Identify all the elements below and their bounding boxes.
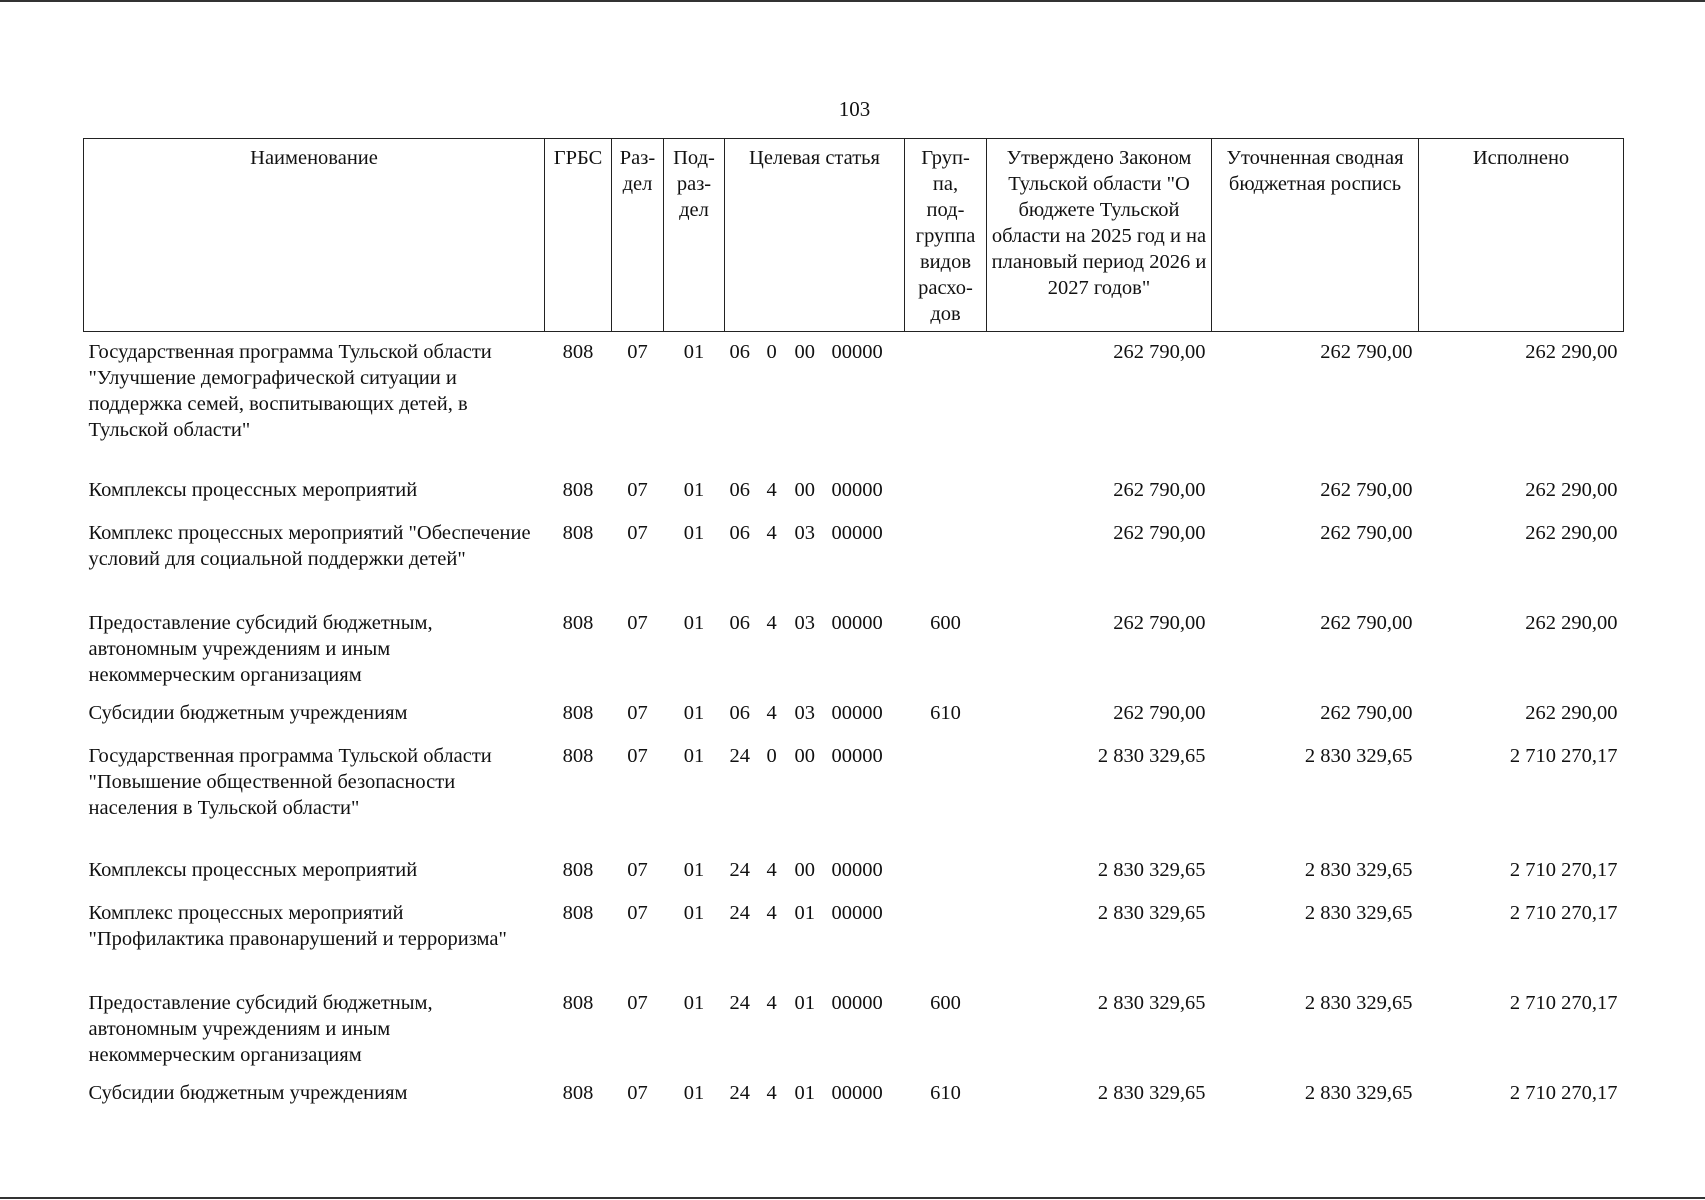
table-row: [84, 1080, 1624, 1123]
header-podrazdel: [664, 139, 725, 332]
cs-direction: 00000: [831, 702, 883, 724]
row-utochnennaya: 262 790,00: [1320, 522, 1413, 544]
row-celevaya-statya: [725, 477, 905, 520]
cs-type: 4: [766, 992, 777, 1014]
budget-table-container: [83, 138, 1623, 1123]
row-utochnennaya: 2 830 329,65: [1304, 992, 1413, 1014]
header-utochnennaya: Уточненная сводная бюджетная роспись: [1212, 139, 1419, 332]
row-podrazdel: 01: [683, 745, 705, 767]
header-razdel: [612, 139, 664, 332]
cs-type: 4: [766, 612, 777, 634]
row-podrazdel: 01: [683, 612, 705, 634]
row-grbs: 808: [562, 1082, 594, 1104]
row-utverzhdeno: 2 830 329,65: [1097, 1082, 1206, 1104]
table-row: [84, 520, 1624, 610]
cs-type: 4: [766, 522, 777, 544]
row-name: Субсидии бюджетным учреждениям: [88, 1082, 408, 1104]
cs-type: 0: [766, 341, 777, 363]
table-row: [84, 900, 1624, 990]
row-vid-rashodov: [905, 900, 987, 990]
header-vid-text: Груп- па, под- группа видов расхо- дов: [915, 147, 976, 325]
table-row: [84, 332, 1624, 478]
cs-element: 03: [794, 522, 815, 544]
row-name: Комплексы процессных мероприятий: [88, 479, 418, 501]
row-utochnennaya: 262 790,00: [1320, 341, 1413, 363]
row-ispolneno: 2 710 270,17: [1509, 745, 1618, 767]
row-grbs: 808: [562, 745, 594, 767]
table-row: [84, 743, 1624, 857]
cs-direction: 00000: [831, 859, 883, 881]
cs-type: 4: [766, 902, 777, 924]
row-name: Комплекс процессных мероприятий "Обеспечение условий для социальной поддержки детей": [88, 522, 531, 570]
row-vid-rashodov: 600: [930, 992, 961, 1014]
row-vid-rashodov: 610: [930, 702, 961, 724]
row-razdel: 07: [627, 745, 648, 767]
row-podrazdel: 01: [683, 479, 705, 501]
row-vid-rashodov: 600: [930, 612, 961, 634]
row-podrazdel: 01: [683, 702, 705, 724]
cs-direction: 00000: [831, 341, 883, 363]
cs-type: 0: [766, 745, 777, 767]
row-razdel: 07: [627, 1082, 648, 1104]
row-razdel: 07: [627, 902, 648, 924]
table-header: [84, 139, 1624, 332]
row-razdel: 07: [627, 612, 648, 634]
cs-program: 24: [729, 745, 750, 767]
header-row: [84, 139, 1624, 332]
row-celevaya-statya: [725, 990, 905, 1080]
row-razdel: 07: [627, 992, 648, 1014]
cs-type: 4: [766, 702, 777, 724]
table-row: [84, 990, 1624, 1080]
row-utverzhdeno: 262 790,00: [1113, 341, 1206, 363]
row-celevaya-statya: [725, 900, 905, 990]
cs-program: 06: [729, 479, 750, 501]
row-utochnennaya: 262 790,00: [1320, 612, 1413, 634]
cs-element: 00: [794, 479, 815, 501]
row-celevaya-statya: [725, 332, 905, 478]
cs-element: 00: [794, 859, 815, 881]
row-ispolneno: 262 290,00: [1525, 479, 1618, 501]
budget-execution-table: [83, 138, 1624, 1123]
row-podrazdel: 01: [683, 992, 705, 1014]
cs-direction: 00000: [831, 522, 883, 544]
cs-direction: 00000: [831, 479, 883, 501]
header-podrazdel-text: Под- раз- дел: [673, 147, 715, 221]
row-podrazdel: 01: [683, 341, 705, 363]
cs-program: 06: [729, 702, 750, 724]
row-grbs: 808: [562, 702, 594, 724]
header-utverzhdeno: Утверждено Законом Тульской области "О бюджете Тульской области на 2025 год и на плановый период 2026 и 2027 годов": [987, 139, 1212, 332]
table-row: [84, 610, 1624, 700]
table-body: [84, 332, 1624, 1124]
row-utochnennaya: 2 830 329,65: [1304, 902, 1413, 924]
cs-program: 24: [729, 902, 750, 924]
page-number: 103: [838, 97, 871, 121]
table-row: [84, 857, 1624, 900]
cs-element: 01: [794, 992, 815, 1014]
header-name: Наименование: [84, 139, 545, 332]
row-utverzhdeno: 2 830 329,65: [1097, 745, 1206, 767]
cs-direction: 00000: [831, 745, 883, 767]
row-celevaya-statya: [725, 700, 905, 743]
row-name: Комплексы процессных мероприятий: [88, 859, 418, 881]
row-vid-rashodov: [905, 477, 987, 520]
row-utochnennaya: 262 790,00: [1320, 479, 1413, 501]
row-grbs: 808: [562, 522, 594, 544]
row-utverzhdeno: 2 830 329,65: [1097, 859, 1206, 881]
header-vid-rashodov: [905, 139, 987, 332]
header-ispolneno: Исполнено: [1419, 139, 1624, 332]
row-grbs: 808: [562, 479, 594, 501]
cs-direction: 00000: [831, 902, 883, 924]
cs-program: 24: [729, 1082, 750, 1104]
row-name: Государственная программа Тульской области "Улучшение демографической ситуации и поддержка семей, воспитывающих детей, в Тульской области": [88, 341, 492, 441]
row-name: Субсидии бюджетным учреждениям: [88, 702, 408, 724]
row-ispolneno: 2 710 270,17: [1509, 1082, 1618, 1104]
header-razdel-text: Раз- дел: [619, 147, 656, 195]
cs-element: 00: [794, 745, 815, 767]
row-podrazdel: 01: [683, 1082, 705, 1104]
row-razdel: 07: [627, 702, 648, 724]
cs-direction: 00000: [831, 612, 883, 634]
row-ispolneno: 262 290,00: [1525, 702, 1618, 724]
row-name: Предоставление субсидий бюджетным, автономным учреждениям и иным некоммерческим организациям: [88, 992, 433, 1066]
row-ispolneno: 2 710 270,17: [1509, 992, 1618, 1014]
table-row: [84, 477, 1624, 520]
row-ispolneno: 262 290,00: [1525, 522, 1618, 544]
cs-program: 24: [729, 859, 750, 881]
row-ispolneno: 262 290,00: [1525, 612, 1618, 634]
row-name: Предоставление субсидий бюджетным, автономным учреждениям и иным некоммерческим организациям: [88, 612, 433, 686]
row-celevaya-statya: [725, 857, 905, 900]
row-celevaya-statya: [725, 610, 905, 700]
row-vid-rashodov: [905, 857, 987, 900]
row-utverzhdeno: 262 790,00: [1113, 702, 1206, 724]
cs-direction: 00000: [831, 992, 883, 1014]
row-vid-rashodov: [905, 332, 987, 478]
cs-type: 4: [766, 1082, 777, 1104]
cs-element: 01: [794, 902, 815, 924]
row-utverzhdeno: 262 790,00: [1113, 479, 1206, 501]
row-utverzhdeno: 2 830 329,65: [1097, 992, 1206, 1014]
cs-element: 03: [794, 702, 815, 724]
row-podrazdel: 01: [683, 522, 705, 544]
row-name: Комплекс процессных мероприятий "Профилактика правонарушений и терроризма": [88, 902, 507, 950]
header-celevaya-statya: Целевая статья: [725, 139, 905, 332]
cs-direction: 00000: [831, 1082, 883, 1104]
row-ispolneno: 2 710 270,17: [1509, 859, 1618, 881]
cs-program: 06: [729, 522, 750, 544]
row-ispolneno: 262 290,00: [1525, 341, 1618, 363]
cs-program: 06: [729, 341, 750, 363]
row-podrazdel: 01: [683, 859, 705, 881]
row-razdel: 07: [627, 522, 648, 544]
row-razdel: 07: [627, 479, 648, 501]
cs-element: 01: [794, 1082, 815, 1104]
cs-type: 4: [766, 479, 777, 501]
row-celevaya-statya: [725, 743, 905, 857]
table-row: [84, 700, 1624, 743]
cs-type: 4: [766, 859, 777, 881]
row-utochnennaya: 2 830 329,65: [1304, 745, 1413, 767]
row-vid-rashodov: [905, 520, 987, 610]
row-celevaya-statya: [725, 1080, 905, 1123]
row-celevaya-statya: [725, 520, 905, 610]
scan-bottom-edge: [0, 1197, 1705, 1199]
row-utverzhdeno: 2 830 329,65: [1097, 902, 1206, 924]
row-utverzhdeno: 262 790,00: [1113, 612, 1206, 634]
row-grbs: 808: [562, 902, 594, 924]
row-vid-rashodov: 610: [930, 1082, 961, 1104]
row-grbs: 808: [562, 992, 594, 1014]
row-utochnennaya: 2 830 329,65: [1304, 859, 1413, 881]
cs-program: 24: [729, 992, 750, 1014]
row-ispolneno: 2 710 270,17: [1509, 902, 1618, 924]
cs-element: 00: [794, 341, 815, 363]
row-utochnennaya: 262 790,00: [1320, 702, 1413, 724]
row-razdel: 07: [627, 341, 648, 363]
row-name: Государственная программа Тульской области "Повышение общественной безопасности населения в Тульской области": [88, 745, 492, 819]
row-podrazdel: 01: [683, 902, 705, 924]
row-utverzhdeno: 262 790,00: [1113, 522, 1206, 544]
row-utochnennaya: 2 830 329,65: [1304, 1082, 1413, 1104]
row-vid-rashodov: [905, 743, 987, 857]
scan-top-edge: [0, 0, 1705, 2]
cs-element: 03: [794, 612, 815, 634]
cs-program: 06: [729, 612, 750, 634]
row-razdel: 07: [627, 859, 648, 881]
row-grbs: 808: [562, 612, 594, 634]
row-grbs: 808: [562, 341, 594, 363]
header-grbs: ГРБС: [545, 139, 612, 332]
row-grbs: 808: [562, 859, 594, 881]
